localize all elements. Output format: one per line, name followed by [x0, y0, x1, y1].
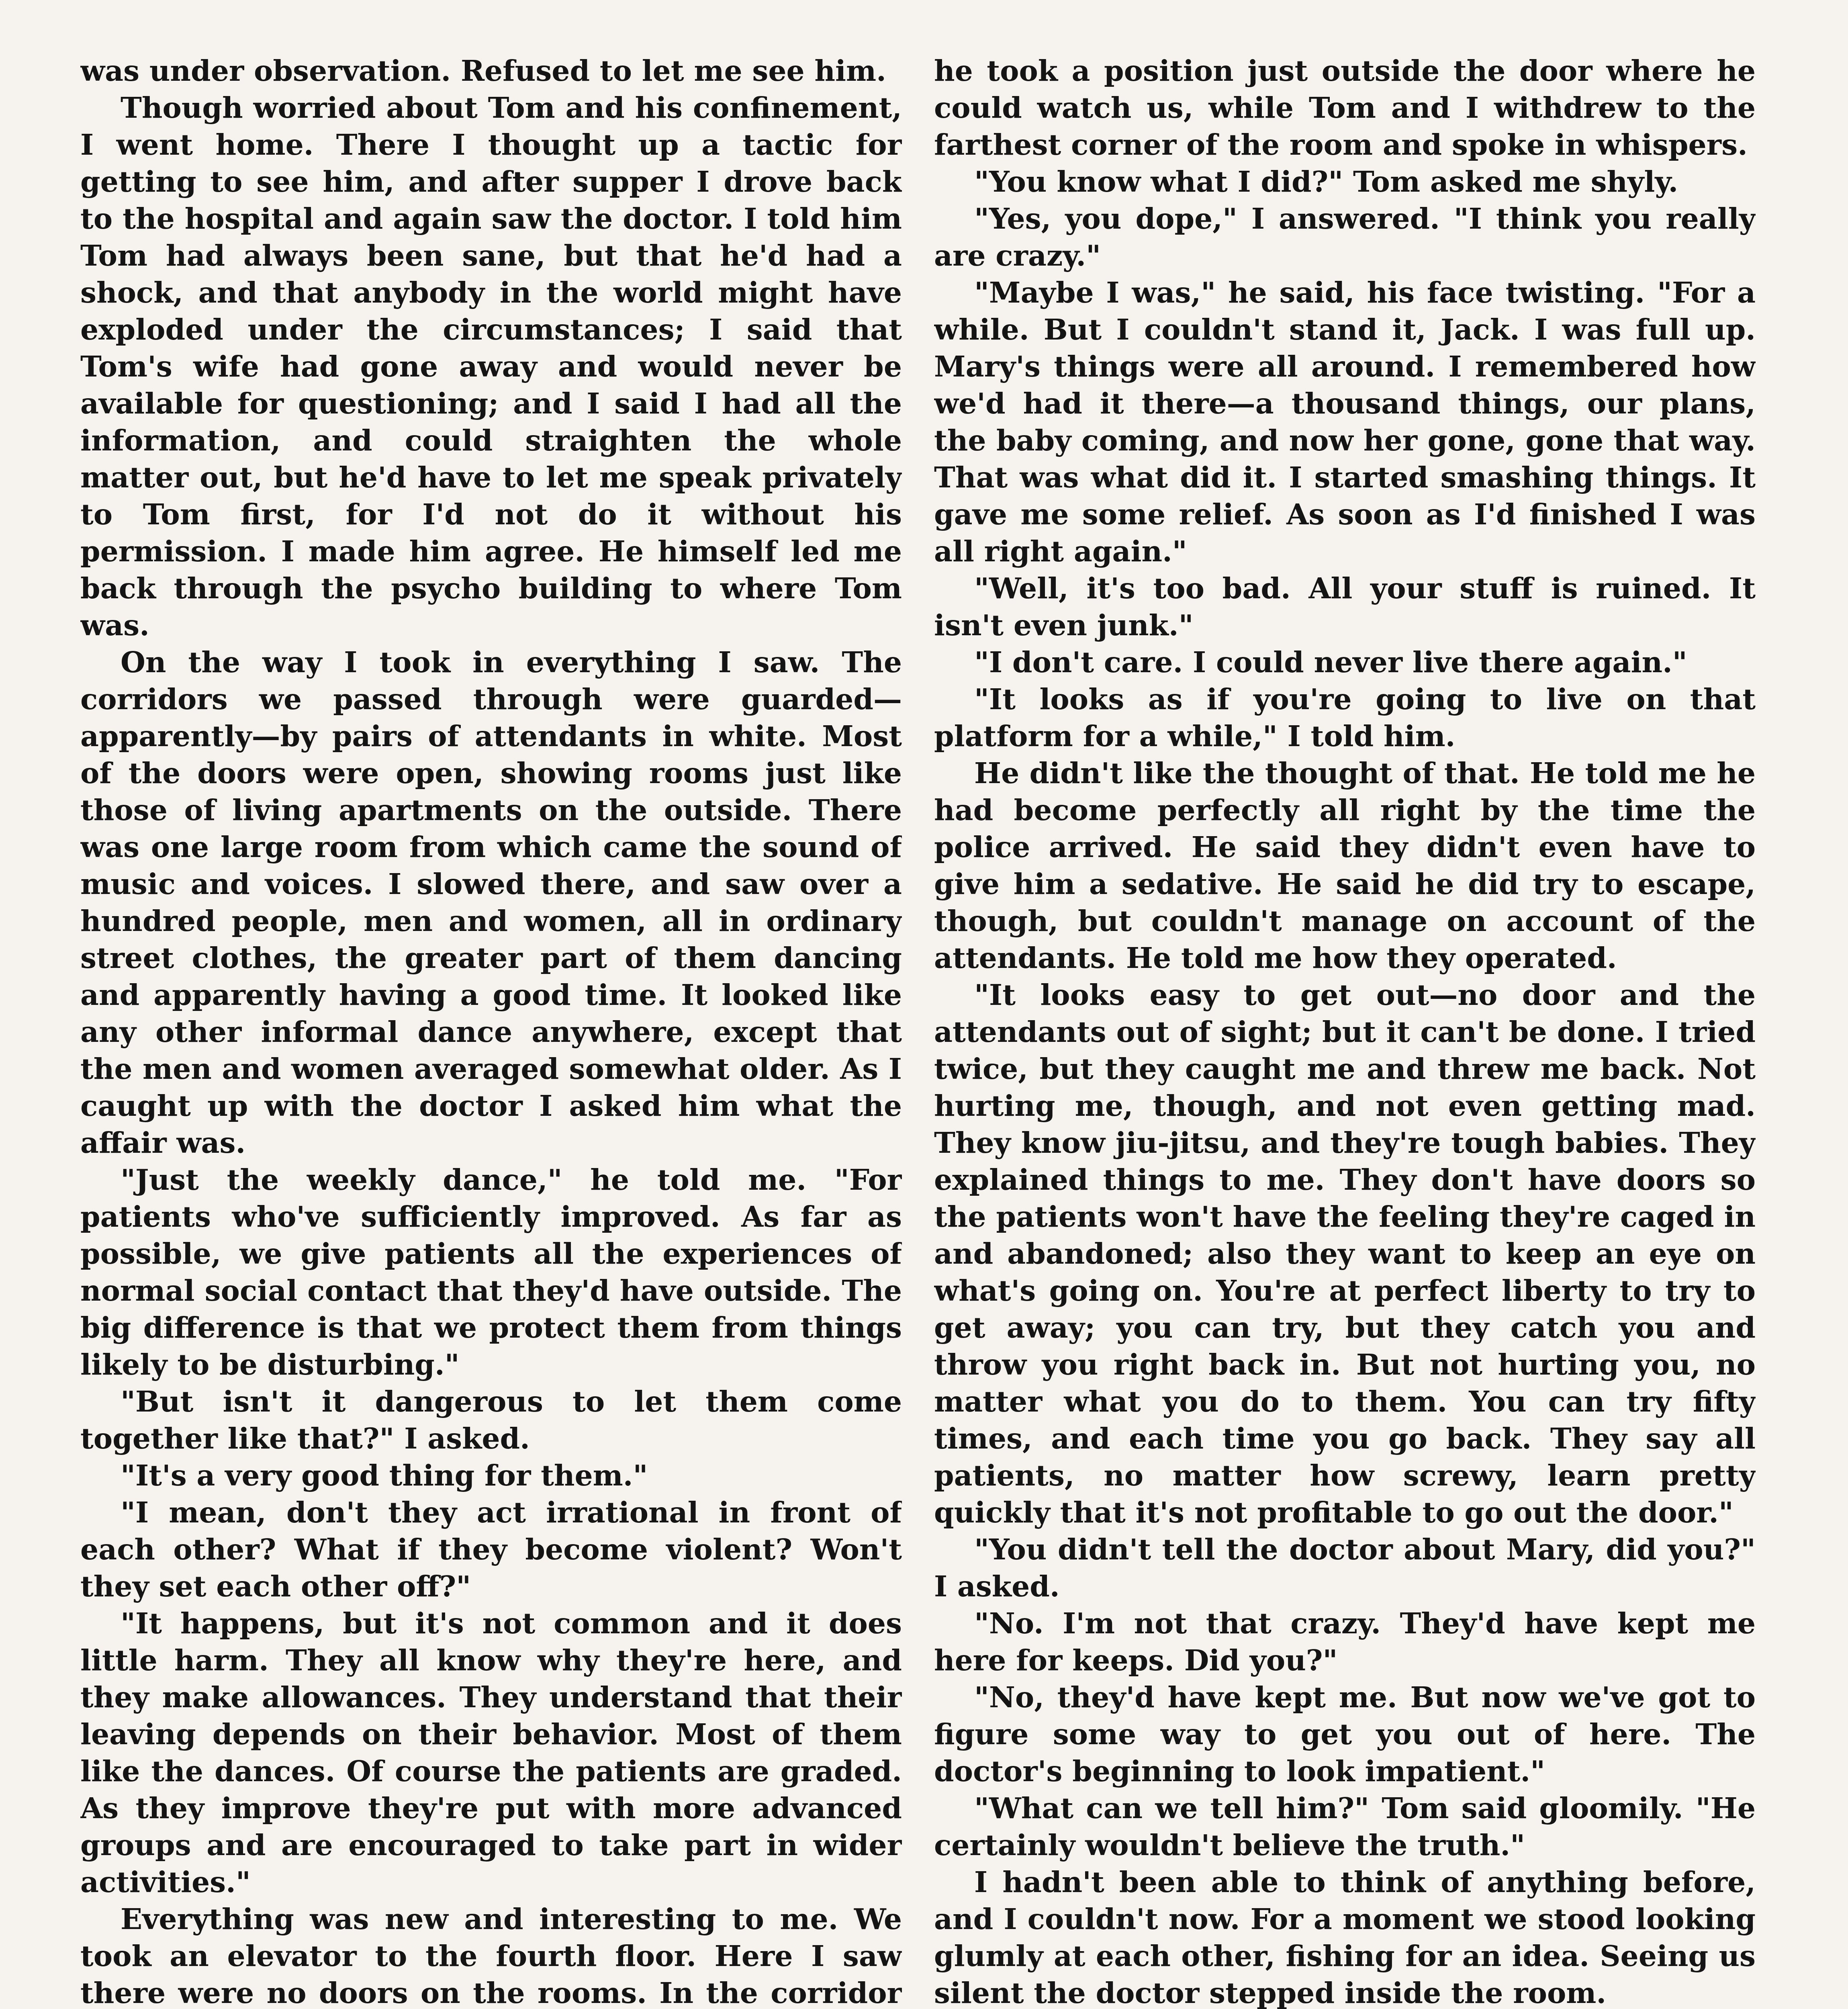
paragraph: On the way I took in everything I saw. The corridors we passed through were guarded—apparently—by pairs of attendants in white. Most of the doors were open, showing rooms just like those of living apartments on the outside. There was one large room from which came the sound of music and voices. I slowed there, and saw over a hundred people, men and women, all in ordinary street clothes, the greater part of them dancing and apparently having a good time. It looked like any other informal dance anywhere, except that the men and women averaged somewhat older. As I caught up with the doctor I asked him what the affair was. [80, 645, 902, 1160]
paragraph: "I don't care. I could never live there again." [974, 645, 1687, 679]
paragraph: "You know what I did?" Tom asked me shyly. [974, 165, 1678, 198]
paragraph: "No. I'm not that crazy. They'd have kept me here for keeps. Did you?" [934, 1606, 1756, 1677]
paragraph: I hadn't been able to think of anything before, and I couldn't now. For a moment we stood looking glumly at each other, fishing for an idea. Seeing us silent the doctor stepped inside the room. [934, 1865, 1756, 2009]
paragraph: "It looks as if you're going to live on that platform for a while," I told him. [934, 682, 1756, 753]
paragraph: Everything was new and interesting to me. We took an elevator to the fourth floor. Here I saw there were no doors on the rooms. In the corridor [80, 1902, 902, 2009]
paragraph: "It looks easy to get out—no door and the attendants out of sight; but it can't be done. I tried twice, but they caught me and threw me back. Not hurting me, though, and not even getting mad. They know jiu-jitsu, and they're tough babies. They explained things to me. They don't have doors so the patients won't have the feeling they're caged in and abandoned; also they want to keep an eye on what's going on. You're at perfect liberty to try to get away; you can try, but they catch you and throw you right back in. But not hurting you, no matter what you do to them. You can try fifty times, and each time you go back. They say all patients, no matter how screwy, learn pretty quickly that it's not profitable to go out the door." [934, 978, 1756, 1529]
paragraph: "Just the weekly dance," he told me. "For patients who've sufficiently improved. As far as possible, we give patients all the experiences of normal social contact that they'd have outside. The big difference is that we protect them from things likely to be disturbing." [80, 1163, 902, 1381]
text-columns [80, 52, 1756, 2009]
paragraph: he took a position just outside the door where he could watch us, while Tom and I withdrew to the farthest corner of the room and spoke in whispers. [934, 54, 1756, 162]
paragraph: "It happens, but it's not common and it does little harm. They all know why they're here, and they make allowances. They understand that their leaving depends on their behavior. Most of them like the dances. Of course the patients are graded. As they improve they're put with more advanced groups and are encouraged to take part in wider activities." [80, 1606, 902, 1899]
paragraph: was under observation. Refused to let me see him. [80, 54, 886, 88]
paragraph: "You didn't tell the doctor about Mary, did you?" I asked. [934, 1532, 1756, 1603]
paragraph: "I mean, don't they act irrational in front of each other? What if they become violent? Won't they set each other off?" [80, 1495, 902, 1603]
left-column [80, 52, 902, 2009]
paragraph: "What can we tell him?" Tom said gloomily. "He certainly wouldn't believe the truth." [934, 1791, 1756, 1862]
right-column [934, 52, 1756, 2009]
paragraph: "Maybe I was," he said, his face twisting. "For a while. But I couldn't stand it, Jack. I was full up. Mary's things were all around. I remembered how we'd had it there—a thousand things, our plans, the baby coming, and now her gone, gone that way. That was what did it. I started smashing things. It gave me some relief. As soon as I'd finished I was all right again." [934, 276, 1756, 568]
paragraph: Though worried about Tom and his confinement, I went home. There I thought up a tactic for getting to see him, and after supper I drove back to the hospital and again saw the doctor. I told him Tom had always been sane, but that he'd had a shock, and that anybody in the world might have exploded under the circumstances; I said that Tom's wife had gone away and would never be available for questioning; and I said I had all the information, and could straighten the whole matter out, but he'd have to let me speak privately to Tom first, for I'd not do it without his permission. I made him agree. He himself led me back through the psycho building to where Tom was. [80, 91, 902, 642]
paragraph: "No, they'd have kept me. But now we've got to figure some way to get you out of here. The doctor's beginning to look impatient." [934, 1680, 1756, 1788]
paragraph: "Yes, you dope," I answered. "I think you really are crazy." [934, 202, 1756, 272]
paragraph: "It's a very good thing for them." [121, 1459, 648, 1492]
paragraph: "Well, it's too bad. All your stuff is ruined. It isn't even junk." [934, 571, 1756, 642]
paragraph: "But isn't it dangerous to let them come together like that?" I asked. [80, 1385, 902, 1455]
paragraph: He didn't like the thought of that. He told me he had become perfectly all right by the time the police arrived. He said they didn't even have to give him a sedative. He said he did try to escape, though, but couldn't manage on account of the attendants. He told me how they operated. [934, 756, 1756, 975]
